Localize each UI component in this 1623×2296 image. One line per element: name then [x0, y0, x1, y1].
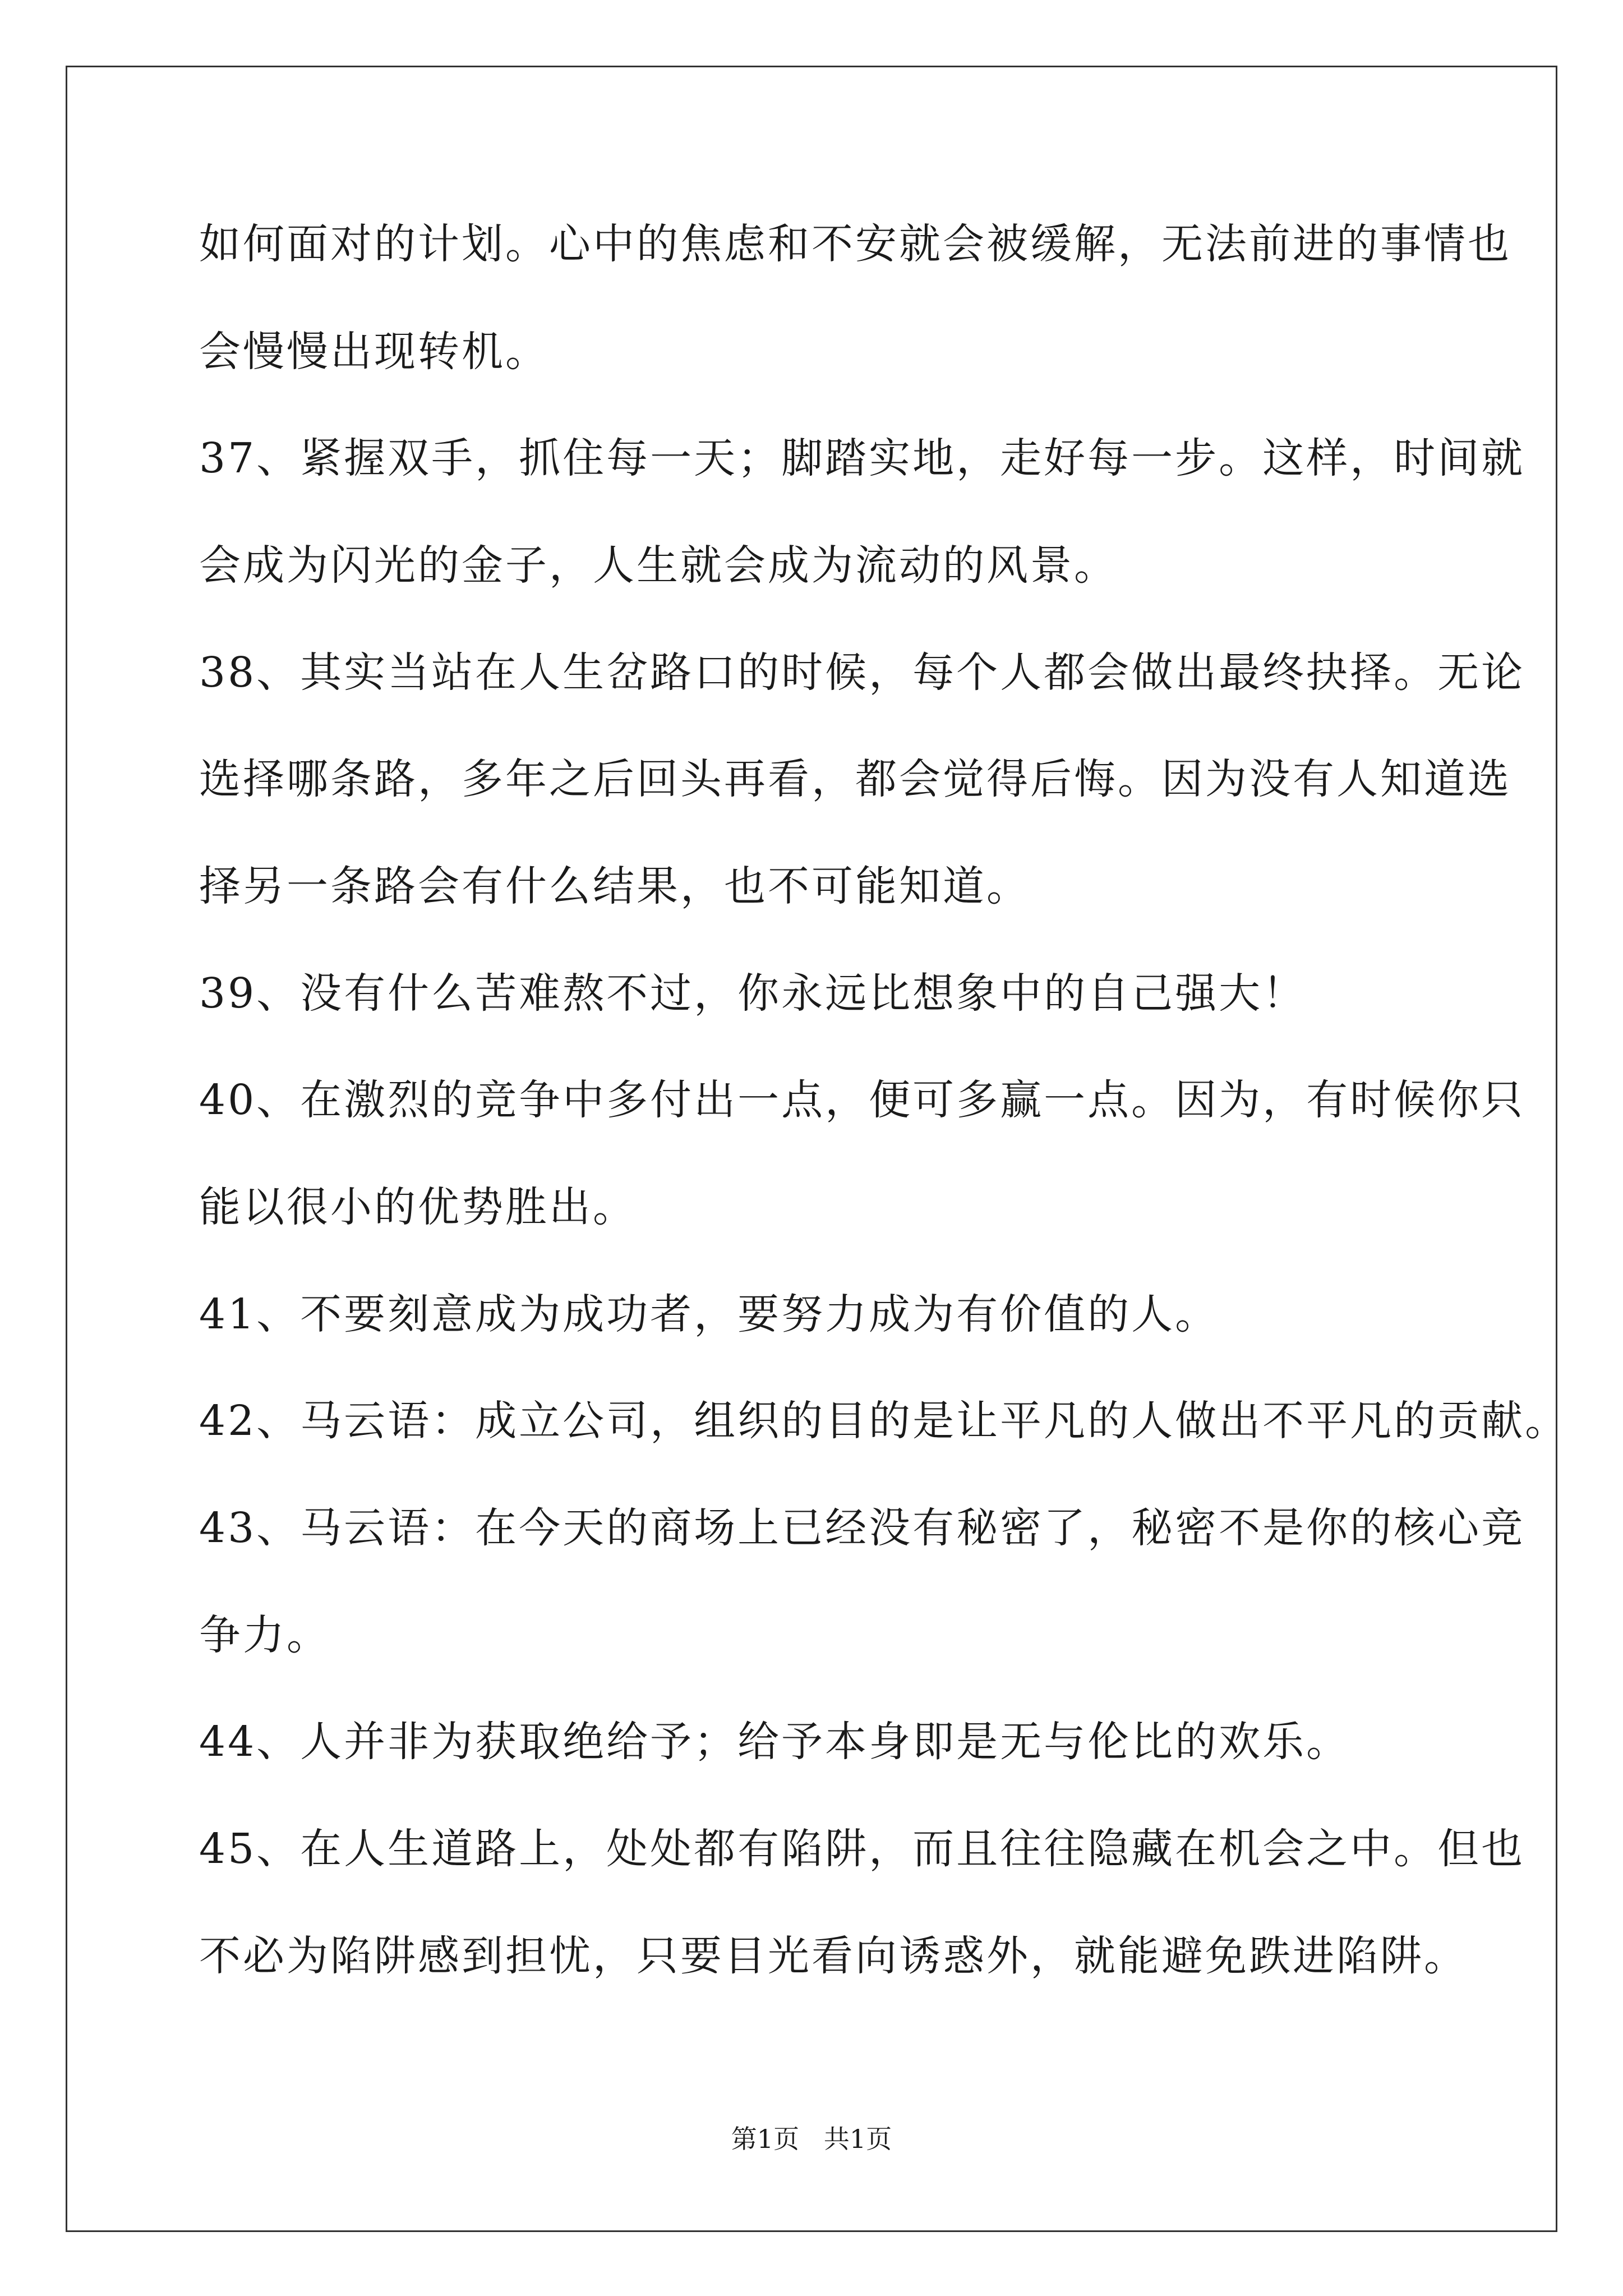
- text-line: 45、在人生道路上，处处都有陷阱，而且往往隐藏在机会之中。但也: [199, 1825, 1525, 1873]
- text-line: 40、在激烈的竞争中多付出一点，便可多赢一点。因为，有时候你只: [199, 1076, 1525, 1124]
- text-line: 会慢慢出现转机。: [199, 328, 549, 376]
- text-line: 会成为闪光的金子，人生就会成为流动的风景。: [199, 541, 1118, 590]
- text-line: 38、其实当站在人生岔路口的时候，每个人都会做出最终抉择。无论: [199, 648, 1525, 697]
- text-line: 42、马云语：成立公司，组织的目的是让平凡的人做出不平凡的贡献。: [199, 1397, 1569, 1445]
- text-line: 不必为陷阱感到担忧，只要目光看向诱惑外，就能避免跌进陷阱。: [199, 1932, 1468, 1980]
- text-line: 39、没有什么苦难熬不过，你永远比想象中的自己强大！: [199, 969, 1307, 1018]
- text-line: 能以很小的优势胜出。: [199, 1183, 637, 1231]
- document-body: [199, 219, 1569, 1981]
- text-line: 择另一条路会有什么结果，也不可能知道。: [199, 862, 1030, 910]
- text-line: 争力。: [199, 1611, 330, 1659]
- text-line: 43、马云语：在今天的商场上已经没有秘密了，秘密不是你的核心竞: [199, 1504, 1525, 1552]
- text-line: 选择哪条路，多年之后回头再看，都会觉得后悔。因为没有人知道选: [199, 755, 1511, 803]
- text-line: 44、人并非为获取绝给予；给予本身即是无与伦比的欢乐。: [199, 1718, 1350, 1766]
- text-line: 如何面对的计划。心中的焦虑和不安就会被缓解，无法前进的事情也: [199, 220, 1511, 268]
- page-number-footer: 第1页 共1页: [731, 2124, 892, 2154]
- text-line: 41、不要刻意成为成功者，要努力成为有价值的人。: [199, 1290, 1219, 1338]
- text-line: 37、紧握双手，抓住每一天；脚踏实地，走好每一步。这样，时间就: [199, 434, 1525, 482]
